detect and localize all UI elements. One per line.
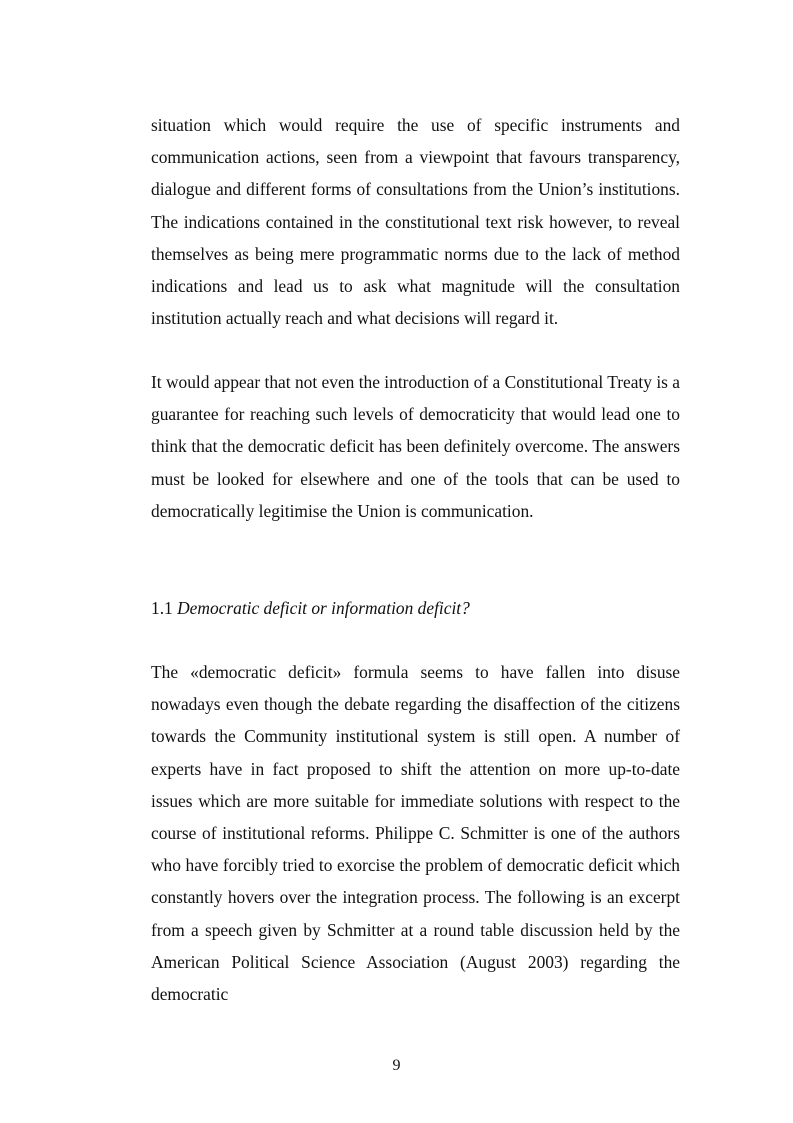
- body-paragraph: [151, 656, 680, 1010]
- paragraph-text: The «democratic deficit» formula seems to have fallen into disuse nowadays even though the debate regarding the disaffection of the citizens towards the Community institutional system is still open. A number of experts have in fact proposed to shift the attention on more up-to-date issues which are more suitable for immediate solutions with respect to the course of institutional reforms. Philippe C. Schmitter is one of the authors who have forcibly tried to exorcise the problem of democratic deficit which constantly hovers over the integration process. The following is an excerpt from a speech given by Schmitter at a round table discussion held by the American Political Science Association (August 2003) regarding the democratic: [151, 662, 680, 1005]
- section-title: Democratic deficit or information deficit?: [177, 598, 470, 618]
- page-number: 9: [392, 1057, 401, 1074]
- body-paragraph: [151, 109, 680, 334]
- paragraph-text: situation which would require the use of specific instruments and communication actions, seen from a viewpoint that favours transparency, dialogue and different forms of consultations from the Union’s institutions. The indications contained in the constitutional text risk however, to reveal themselves as being mere programmatic norms due to the lack of method indications and lead us to ask what magnitude will the consultation institution actually reach and what decisions will regard it.: [151, 115, 680, 329]
- body-paragraph: [151, 366, 680, 527]
- section-number: 1.1: [151, 598, 173, 618]
- paragraph-text: It would appear that not even the introduction of a Constitutional Treaty is a guarantee for reaching such levels of democraticity that would lead one to think that the democratic deficit has been definitely overcome. The answers must be looked for elsewhere and one of the tools that can be used to democratically legitimise the Union is communication.: [151, 372, 680, 521]
- section-heading: [151, 592, 680, 624]
